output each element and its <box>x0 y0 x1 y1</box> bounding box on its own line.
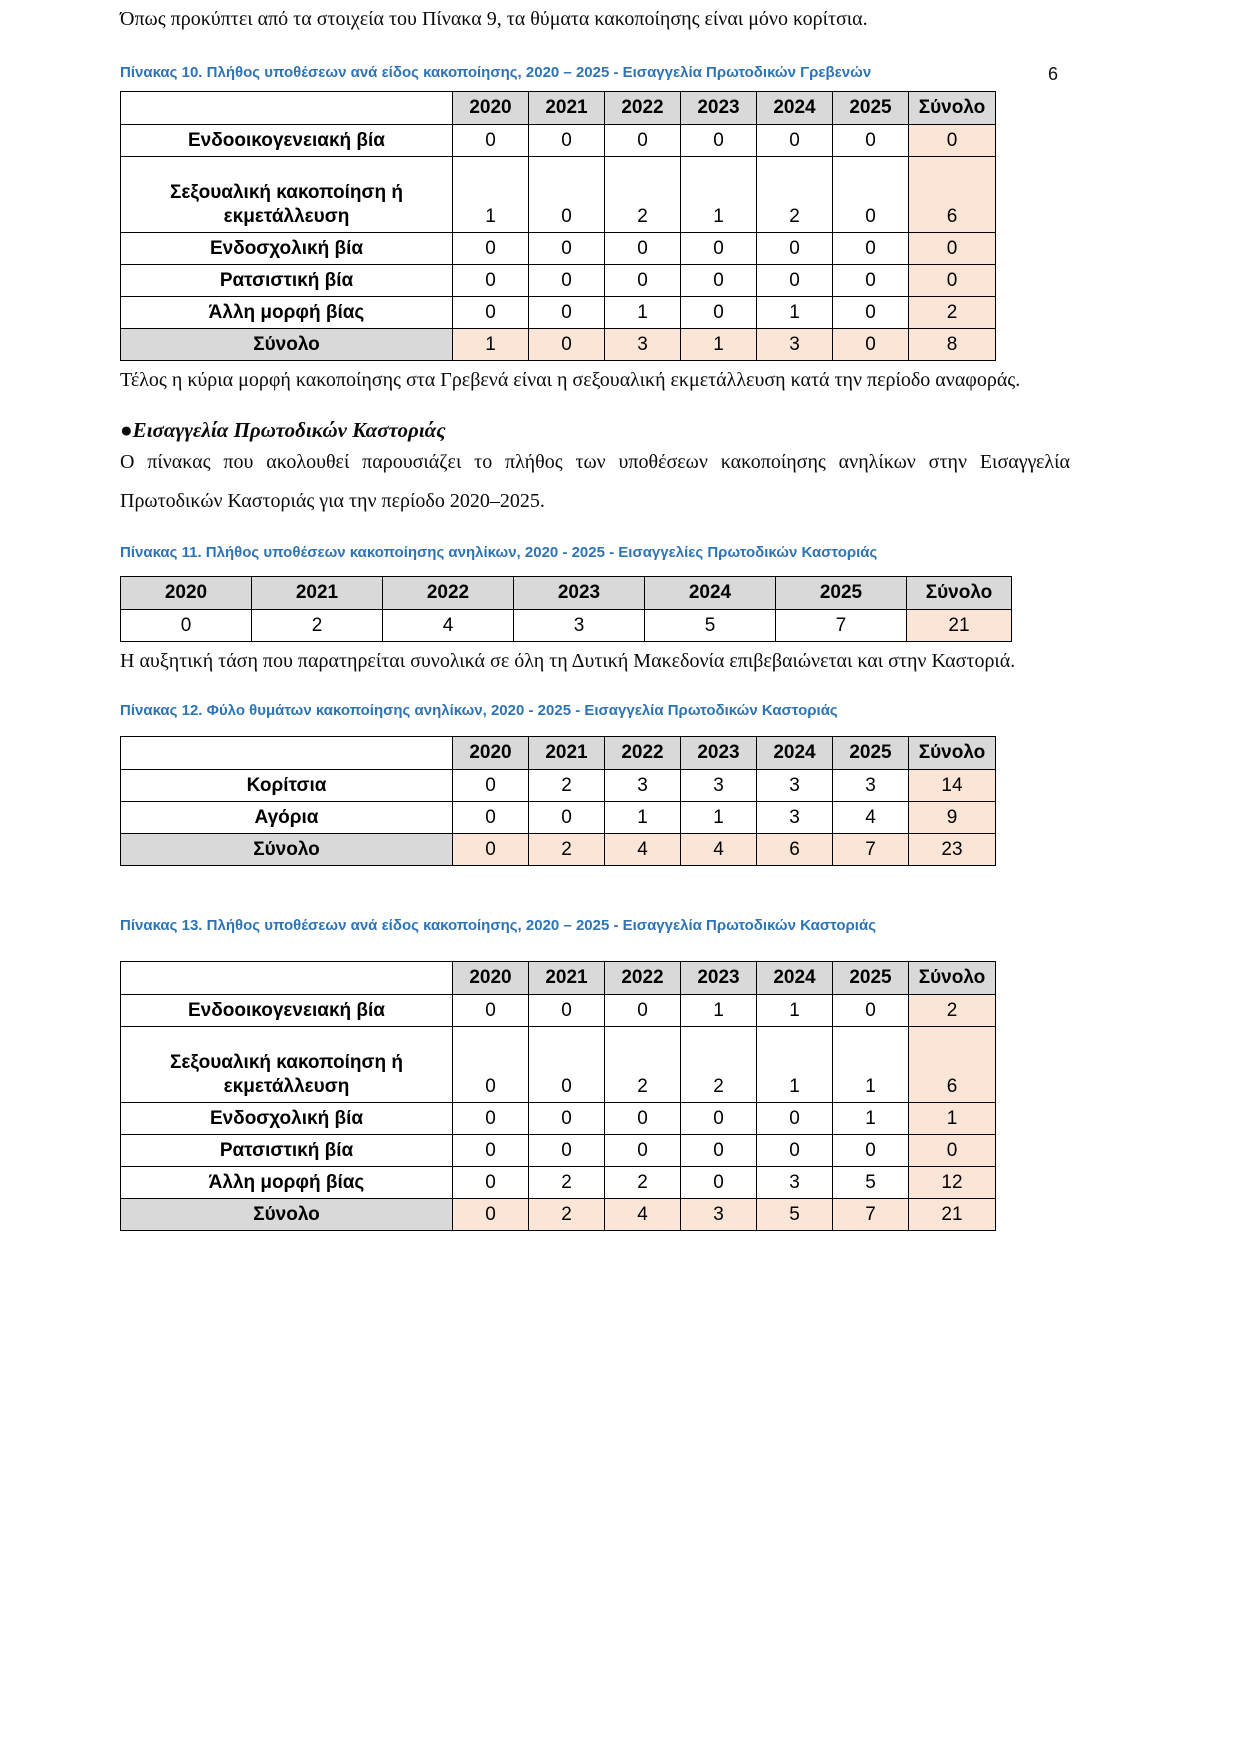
value-cell: 0 <box>453 1199 529 1231</box>
column-header-Σύνολο: Σύνολο <box>907 577 1012 610</box>
value-cell: 1 <box>757 1027 833 1103</box>
value-cell: 0 <box>605 125 681 157</box>
value-cell: 8 <box>909 329 996 361</box>
value-cell: 14 <box>909 770 996 802</box>
value-cell: 2 <box>757 157 833 233</box>
value-cell: 4 <box>833 802 909 834</box>
column-header-2024: 2024 <box>757 737 833 770</box>
table-header-row <box>121 577 1012 610</box>
value-cell: 3 <box>757 802 833 834</box>
column-header-2023: 2023 <box>681 962 757 995</box>
value-cell: 0 <box>529 265 605 297</box>
table-header-row <box>121 92 996 125</box>
value-cell: 9 <box>909 802 996 834</box>
row-label: Ενδοσχολική βία <box>121 1103 453 1135</box>
value-cell: 5 <box>645 610 776 642</box>
column-header-2022: 2022 <box>605 962 681 995</box>
table11-caption: Πίνακας 11. Πλήθος υποθέσεων κακοποίησης ανηλίκων, 2020 - 2025 - Εισαγγελίες Πρωτοδικών Καστοριάς <box>120 544 878 561</box>
value-cell: 0 <box>681 297 757 329</box>
value-cell: 0 <box>529 125 605 157</box>
page-number: 6 <box>1048 64 1059 84</box>
table-row <box>121 1199 996 1231</box>
value-cell: 6 <box>909 157 996 233</box>
value-cell: 0 <box>757 1103 833 1135</box>
column-header-2023: 2023 <box>514 577 645 610</box>
value-cell: 0 <box>529 802 605 834</box>
row-label: Ενδοσχολική βία <box>121 233 453 265</box>
value-cell: 0 <box>529 297 605 329</box>
value-cell: 3 <box>757 770 833 802</box>
value-cell: 0 <box>757 125 833 157</box>
column-header-2022: 2022 <box>605 737 681 770</box>
value-cell: 7 <box>776 610 907 642</box>
column-header-2020: 2020 <box>121 577 252 610</box>
value-cell: 7 <box>833 1199 909 1231</box>
value-cell: 2 <box>252 610 383 642</box>
value-cell: 1 <box>605 297 681 329</box>
value-cell: 0 <box>833 233 909 265</box>
value-cell: 1 <box>681 157 757 233</box>
value-cell: 2 <box>529 834 605 866</box>
value-cell: 1 <box>757 297 833 329</box>
value-cell: 1 <box>833 1027 909 1103</box>
value-cell: 6 <box>757 834 833 866</box>
value-cell: 3 <box>681 1199 757 1231</box>
value-cell: 5 <box>757 1199 833 1231</box>
value-cell: 0 <box>453 233 529 265</box>
value-cell: 0 <box>453 834 529 866</box>
value-cell: 5 <box>833 1167 909 1199</box>
value-cell: 21 <box>909 1199 996 1231</box>
value-cell: 4 <box>605 834 681 866</box>
table-row <box>121 1167 996 1199</box>
paragraph-trend-kastoria: Η αυξητική τάση που παρατηρείται συνολικά σε όλη τη Δυτική Μακεδονία επιβεβαιώνεται και στην Καστοριά. <box>120 650 1016 672</box>
table-row <box>121 265 996 297</box>
column-header-2024: 2024 <box>757 962 833 995</box>
value-cell: 0 <box>453 1103 529 1135</box>
value-cell: 2 <box>605 157 681 233</box>
value-cell: 3 <box>833 770 909 802</box>
column-header-2024: 2024 <box>757 92 833 125</box>
value-cell: 0 <box>833 157 909 233</box>
column-header-2025: 2025 <box>833 737 909 770</box>
value-cell: 0 <box>453 1027 529 1103</box>
value-cell: 0 <box>453 1167 529 1199</box>
row-label: Σεξουαλική κακοποίηση ή εκμετάλλευση <box>121 1027 453 1103</box>
column-header-2023: 2023 <box>681 92 757 125</box>
table-10-abuse-types-grevena <box>120 91 996 361</box>
value-cell: 0 <box>453 802 529 834</box>
value-cell: 0 <box>681 1135 757 1167</box>
value-cell: 0 <box>681 1167 757 1199</box>
row-label: Σύνολο <box>121 834 453 866</box>
value-cell: 3 <box>514 610 645 642</box>
row-label: Άλλη μορφή βίας <box>121 1167 453 1199</box>
table-header-row <box>121 737 996 770</box>
table-header-row <box>121 962 996 995</box>
row-label: Άλλη μορφή βίας <box>121 297 453 329</box>
value-cell: 0 <box>529 157 605 233</box>
table-12-victim-gender-kastoria <box>120 736 996 866</box>
column-header-2020: 2020 <box>453 92 529 125</box>
row-label: Σεξουαλική κακοποίηση ή εκμετάλλευση <box>121 157 453 233</box>
value-cell: 0 <box>453 995 529 1027</box>
value-cell: 0 <box>605 1135 681 1167</box>
value-cell: 0 <box>453 125 529 157</box>
value-cell: 21 <box>907 610 1012 642</box>
value-cell: 0 <box>605 265 681 297</box>
column-header-2021: 2021 <box>529 962 605 995</box>
column-header-2025: 2025 <box>776 577 907 610</box>
value-cell: 3 <box>757 329 833 361</box>
paragraph-grevena-conclusion: Τέλος η κύρια μορφή κακοποίησης στα Γρεβενά είναι η σεξουαλική εκμετάλλευση κατά την περίοδο αναφοράς. <box>120 369 1021 391</box>
value-cell: 0 <box>833 265 909 297</box>
value-cell: 2 <box>529 1199 605 1231</box>
value-cell: 0 <box>833 125 909 157</box>
value-cell: 2 <box>681 1027 757 1103</box>
table-row <box>121 125 996 157</box>
value-cell: 0 <box>121 610 252 642</box>
value-cell: 1 <box>605 802 681 834</box>
column-header-Σύνολο: Σύνολο <box>909 737 996 770</box>
value-cell: 0 <box>453 770 529 802</box>
table-row <box>121 1027 996 1103</box>
value-cell: 1 <box>453 329 529 361</box>
value-cell: 0 <box>909 125 996 157</box>
value-cell: 1 <box>833 1103 909 1135</box>
column-header-2021: 2021 <box>529 737 605 770</box>
value-cell: 0 <box>909 265 996 297</box>
table-row <box>121 329 996 361</box>
value-cell: 0 <box>529 233 605 265</box>
column-header-Σύνολο: Σύνολο <box>909 962 996 995</box>
column-header-2021: 2021 <box>529 92 605 125</box>
column-header-2024: 2024 <box>645 577 776 610</box>
table-row <box>121 610 1012 642</box>
column-header-2022: 2022 <box>383 577 514 610</box>
table-row <box>121 770 996 802</box>
value-cell: 0 <box>529 1027 605 1103</box>
value-cell: 2 <box>605 1167 681 1199</box>
value-cell: 0 <box>757 1135 833 1167</box>
value-cell: 0 <box>453 297 529 329</box>
value-cell: 0 <box>681 1103 757 1135</box>
value-cell: 1 <box>909 1103 996 1135</box>
value-cell: 2 <box>605 1027 681 1103</box>
value-cell: 1 <box>681 995 757 1027</box>
value-cell: 0 <box>529 1103 605 1135</box>
column-header-2022: 2022 <box>605 92 681 125</box>
row-label: Ενδοοικογενειακή βία <box>121 995 453 1027</box>
value-cell: 0 <box>453 1135 529 1167</box>
table-11-case-counts-kastoria <box>120 576 1012 642</box>
empty-corner-cell <box>121 92 453 125</box>
section-heading-kastoria: ●Εισαγγελία Πρωτοδικών Καστοριάς <box>120 418 446 442</box>
row-label: Κορίτσια <box>121 770 453 802</box>
value-cell: 0 <box>605 995 681 1027</box>
value-cell: 12 <box>909 1167 996 1199</box>
value-cell: 0 <box>529 1135 605 1167</box>
table-row <box>121 1103 996 1135</box>
value-cell: 4 <box>383 610 514 642</box>
table-row <box>121 297 996 329</box>
table-row <box>121 157 996 233</box>
row-label: Σύνολο <box>121 329 453 361</box>
table-row <box>121 995 996 1027</box>
row-label: Ρατσιστική βία <box>121 1135 453 1167</box>
value-cell: 1 <box>681 802 757 834</box>
value-cell: 1 <box>453 157 529 233</box>
value-cell: 3 <box>605 770 681 802</box>
value-cell: 4 <box>605 1199 681 1231</box>
value-cell: 1 <box>757 995 833 1027</box>
row-label: Αγόρια <box>121 802 453 834</box>
row-label: Ενδοοικογενειακή βία <box>121 125 453 157</box>
empty-corner-cell <box>121 737 453 770</box>
value-cell: 6 <box>909 1027 996 1103</box>
value-cell: 4 <box>681 834 757 866</box>
value-cell: 0 <box>757 233 833 265</box>
column-header-2020: 2020 <box>453 962 529 995</box>
value-cell: 3 <box>757 1167 833 1199</box>
value-cell: 0 <box>909 1135 996 1167</box>
column-header-2023: 2023 <box>681 737 757 770</box>
column-header-Σύνολο: Σύνολο <box>909 92 996 125</box>
empty-corner-cell <box>121 962 453 995</box>
value-cell: 2 <box>909 297 996 329</box>
value-cell: 2 <box>529 1167 605 1199</box>
column-header-2021: 2021 <box>252 577 383 610</box>
value-cell: 3 <box>681 770 757 802</box>
value-cell: 3 <box>605 329 681 361</box>
value-cell: 23 <box>909 834 996 866</box>
table13-caption: Πίνακας 13. Πλήθος υποθέσεων ανά είδος κακοποίησης, 2020 – 2025 - Εισαγγελία Πρωτοδικών Καστοριάς <box>120 917 876 934</box>
paragraph-kastoria-intro: Ο πίνακας που ακολουθεί παρουσιάζει το πλήθος των υποθέσεων κακοποίησης ανηλίκων στην Εισαγγελία Πρωτοδικών Καστοριάς για την περίοδο 2020–2025. <box>120 451 1070 512</box>
value-cell: 0 <box>681 233 757 265</box>
value-cell: 0 <box>833 1135 909 1167</box>
paragraph-intro-table9: Όπως προκύπτει από τα στοιχεία του Πίνακα 9, τα θύματα κακοποίησης είναι μόνο κορίτσια. <box>120 8 868 30</box>
value-cell: 0 <box>605 233 681 265</box>
table-row <box>121 233 996 265</box>
value-cell: 0 <box>833 297 909 329</box>
table12-caption: Πίνακας 12. Φύλο θυμάτων κακοποίησης ανηλίκων, 2020 - 2025 - Εισαγγελία Πρωτοδικών Καστοριάς <box>120 702 838 719</box>
column-header-2020: 2020 <box>453 737 529 770</box>
table-row <box>121 1135 996 1167</box>
table10-caption: Πίνακας 10. Πλήθος υποθέσεων ανά είδος κακοποίησης, 2020 – 2025 - Εισαγγελία Πρωτοδικών Γρεβενών <box>120 64 872 81</box>
value-cell: 0 <box>681 265 757 297</box>
value-cell: 0 <box>529 995 605 1027</box>
column-header-2025: 2025 <box>833 962 909 995</box>
table-row <box>121 834 996 866</box>
value-cell: 0 <box>757 265 833 297</box>
value-cell: 0 <box>453 265 529 297</box>
column-header-2025: 2025 <box>833 92 909 125</box>
value-cell: 0 <box>529 329 605 361</box>
value-cell: 0 <box>833 995 909 1027</box>
value-cell: 1 <box>681 329 757 361</box>
table-row <box>121 802 996 834</box>
value-cell: 0 <box>833 329 909 361</box>
value-cell: 0 <box>909 233 996 265</box>
value-cell: 2 <box>909 995 996 1027</box>
value-cell: 7 <box>833 834 909 866</box>
value-cell: 2 <box>529 770 605 802</box>
row-label: Σύνολο <box>121 1199 453 1231</box>
table-13-abuse-types-kastoria <box>120 961 996 1231</box>
row-label: Ρατσιστική βία <box>121 265 453 297</box>
value-cell: 0 <box>605 1103 681 1135</box>
value-cell: 0 <box>681 125 757 157</box>
